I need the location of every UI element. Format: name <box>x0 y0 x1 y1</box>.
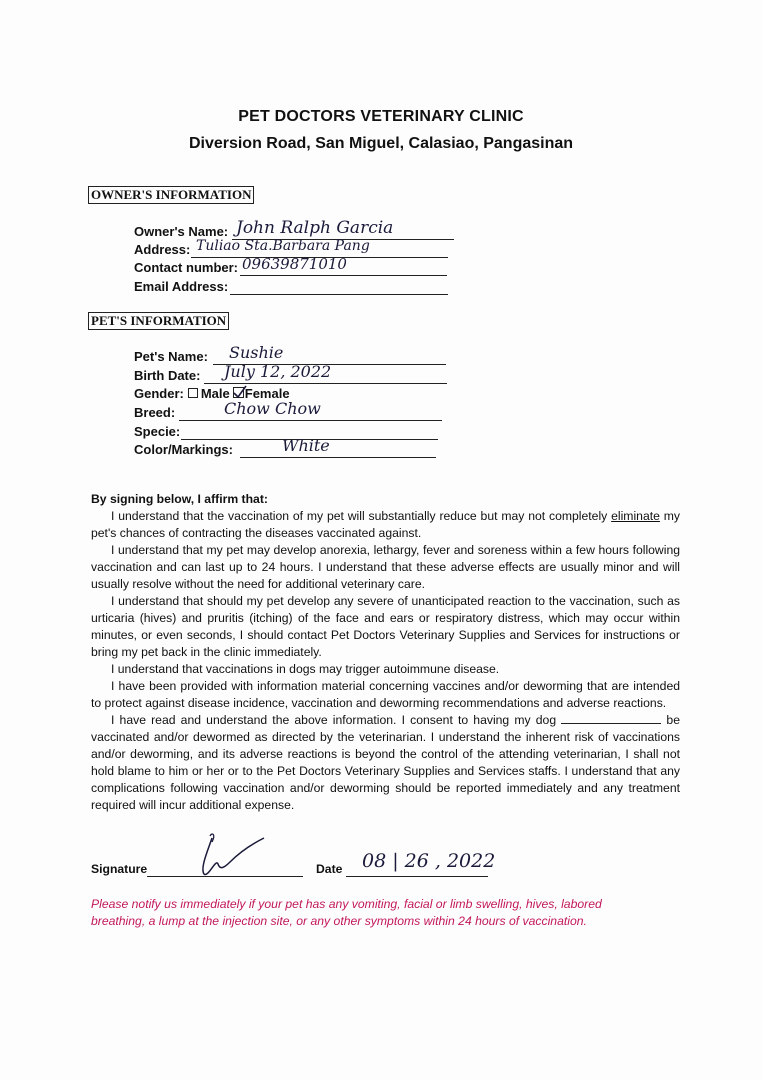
email-line <box>230 294 448 295</box>
consent-paragraph-5: I have been provided with information material concerning vaccines and/or deworming that are intended to protect against disease incidence, vaccination and deworming recommendations and adverse reactions. <box>91 679 680 710</box>
consent-p1-text-a: I understand that the vaccination of my pet will substantially reduce but may not completely <box>111 509 612 523</box>
date-value: 08 | 26 , 2022 <box>362 850 496 872</box>
gender-label: Gender: <box>134 386 184 401</box>
dog-name-blank[interactable] <box>561 713 661 724</box>
clinic-name: PET DOCTORS VETERINARY CLINIC <box>238 108 524 125</box>
gender-female-checkbox[interactable] <box>233 387 244 398</box>
contact-number-line <box>240 275 447 276</box>
birth-date-line <box>204 383 447 384</box>
consent-p6-text-a: I have read and understand the above information. I consent to having my dog <box>111 713 562 727</box>
pet-name-value: Sushie <box>229 343 284 362</box>
consent-p1-underlined: eliminate <box>611 509 660 523</box>
date-label: Date <box>316 862 343 876</box>
color-markings-label: Color/Markings: <box>134 442 233 457</box>
breed-value: Chow Chow <box>224 399 321 418</box>
color-markings-value: White <box>282 436 330 455</box>
consent-body <box>91 508 680 814</box>
contact-number-value: 09639871010 <box>242 255 347 273</box>
breed-line <box>179 420 442 421</box>
consent-paragraph-4: I understand that vaccinations in dogs may trigger autoimmune disease. <box>111 662 500 676</box>
consent-p6-text-b: be vaccinated and/or dewormed as directed by the veterinarian. I understand the inherent risk of vaccinations and/or deworming, and its adverse reactions is beyond the control of the attending veterinarian, I shall not hold blame to him or her or to the Pet Doctors Veterinary Supplies and Services staffs. I understand that any complications following vaccination and/or deworming should be reported immediately and any treatment required will incur additional expense. <box>91 713 680 812</box>
pet-section-title: PET'S INFORMATION <box>88 312 229 330</box>
owner-name-value: John Ralph Garcia <box>236 218 394 238</box>
color-markings-line <box>240 457 436 458</box>
gender-female-label: Female <box>244 386 290 401</box>
clinic-address: Diversion Road, San Miguel, Calasiao, Pangasinan <box>188 135 574 152</box>
check-mark-icon <box>233 385 247 399</box>
owner-address-label: Address: <box>134 242 191 257</box>
owner-section-title: OWNER'S INFORMATION <box>88 186 254 204</box>
owner-name-label: Owner's Name: <box>134 224 229 239</box>
owner-address-value: Tuliao Sta.Barbara Pang <box>196 238 370 254</box>
gender-male-label: Male <box>200 386 230 401</box>
contact-number-label: Contact number: <box>134 260 238 275</box>
birth-date-label: Birth Date: <box>134 368 201 383</box>
gender-male-checkbox[interactable] <box>188 388 198 398</box>
specie-label: Specie: <box>134 424 181 439</box>
signature-label: Signature <box>91 862 148 876</box>
signature-scribble <box>190 828 270 880</box>
consent-paragraph-6 <box>91 712 680 814</box>
pet-name-label: Pet's Name: <box>134 349 208 364</box>
notice-text: Please notify us immediately if your pet has any vomiting, facial or limb swelling, hives, labored breathing, a lump at the injection site, or any other symptoms within 24 hours of vaccination. <box>91 897 602 928</box>
consent-paragraph-2: I understand that my pet may develop anorexia, lethargy, fever and soreness within a few hours following vaccination and can last up to 24 hours. I understand that these adverse effects are usually minor and will usually resolve without the need for additional veterinary care. <box>91 543 680 591</box>
affirm-heading: By signing below, I affirm that: <box>91 492 268 506</box>
consent-paragraph-3: I understand that should my pet develop any severe of unanticipated reaction to the vaccination, such as urticaria (hives) and pruritis (itching) of the face and ears or respiratory distress, which may occur within minutes, or even seconds, I should contact Pet Doctors Veterinary Supplies and Services for instructions or bring my pet back in the clinic immediately. <box>91 594 680 659</box>
breed-label: Breed: <box>134 405 176 420</box>
email-label: Email Address: <box>134 279 229 294</box>
consent-paragraph-1 <box>91 508 680 542</box>
birth-date-value: July 12, 2022 <box>224 362 332 381</box>
consent-p1-text-b: my pet's chances of contracting the diseases vaccinated against. <box>91 509 680 540</box>
date-line[interactable] <box>346 876 488 877</box>
